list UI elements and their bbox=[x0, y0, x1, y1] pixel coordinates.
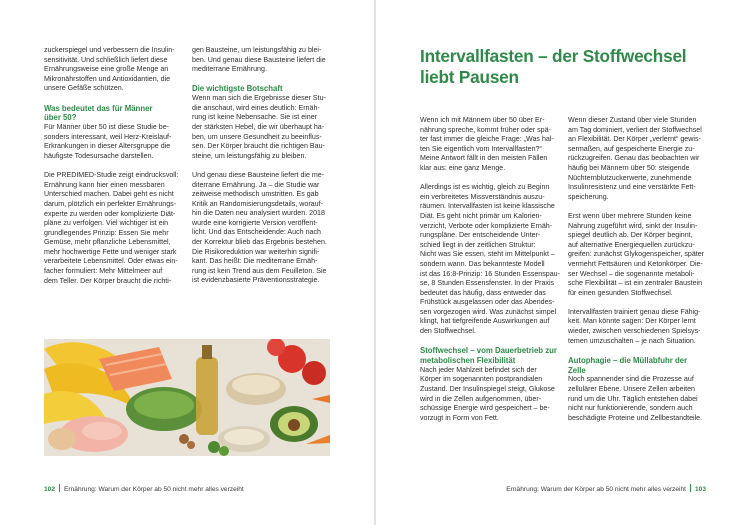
paragraph: Intervallfasten trainiert genau diese Fähig- keit. Man könnte sagen: Der Körper lernt wieder, zwischen verschiedenen Spielsys- temen umzuschalten – je nach Situation. bbox=[568, 307, 701, 345]
section-heading: Was bedeutet das für Männer über 50? bbox=[44, 103, 153, 123]
right-footer bbox=[506, 484, 706, 494]
mediterranean-food-photo bbox=[44, 339, 330, 456]
paragraph: Wenn ich mit Männern über 50 über Er- nährung spreche, kommt früher oder spä- ter fast immer die gleiche Frage: „Was hal- ten Sie eigentlich vom Intervallfasten?“ Meine Antwort fällt in den meisten Fällen klar aus: eine ganz Menge. bbox=[420, 116, 554, 172]
paragraph: Die PREDIMED-Studie zeigt eindrucksvoll: Ernährung kann hier einen messbaren Unterschied machen. Dabei geht es nicht darum, plötzlich ein perfekter Ernährungs- experte zu werden oder komplizierte Diät- pläne zu verfolgen. Viel wichtiger ist ein grundlegendes Prinzip: Essen Sie mehr Gemüse, mehr pflanzliche Lebensmittel, mehr hochwertige Fette und weniger stark verarbeitete Lebensmittel. Oder etwas ein- facher formuliert: Mehr Mittelmeer auf dem Teller. Der Körper braucht die richti- bbox=[44, 171, 179, 285]
food-illustration bbox=[44, 339, 330, 456]
left-column-2 bbox=[192, 46, 332, 296]
paragraph: gen Bausteine, um leistungsfähig zu blei- ben. Und genau diese Bausteine liefert die mediterrane Ernährung. bbox=[192, 46, 326, 74]
section-heading: Stoffwechsel – vom Dauerbetrieb zur metabolischen Flexibilität bbox=[420, 346, 557, 366]
chapter-title: Intervallfasten – der Stoffwechsel liebt Pausen bbox=[420, 46, 687, 87]
right-column-1 bbox=[420, 116, 562, 433]
paragraph: Für Männer über 50 ist diese Studie be- sonders interessant, weil Herz-Kreislauf- Erkrankungen in dieser Altersgruppe die häufigste Todesursache darstellen. bbox=[44, 123, 172, 160]
page-number: 102 bbox=[44, 486, 56, 493]
paragraph: Und genau diese Bausteine liefert die me- diterrane Ernährung. Ja – die Studie war zeitweise methodisch umstritten. Es gab Kritik an Randomisierungsdetails, worauf- hin die Daten neu analysiert wurden. 2018 wurde eine korrigierte Version veröffent- licht. Und das Entscheidende: Auch nach der Korrektur blieb das Ergebnis bestehen. Die Risikoreduktion war weiterhin signifi- kant. Das heißt: Die mediterrane Ernäh- rung ist kein Trend aus dem Feuilleton. Sie ist evidenzbasierte Präventionsstrategie. bbox=[192, 170, 327, 285]
section-heading: Die wichtigste Botschaft bbox=[192, 84, 283, 94]
left-page bbox=[0, 0, 374, 525]
section-heading: Autophagie – die Müllabfuhr der Zelle bbox=[568, 355, 688, 375]
paragraph: Noch spannender sind die Prozesse auf zellulärer Ebene. Unsere Zellen arbeiten rund um die Uhr. Täglich entstehen dabei nicht nur funktionierende, sondern auch beschädigte Proteine und Zellbestandteile. bbox=[568, 375, 703, 422]
left-footer bbox=[44, 484, 244, 494]
paragraph: zuckerspiegel und verbessern die Insulin- sensitivität. Und schließlich liefert diese Ernährungsweise eine große Menge an Mikronährstoffen und Antioxidantien, die unsere Gefäße schützen. bbox=[44, 46, 175, 93]
right-page bbox=[376, 0, 750, 525]
right-column-2 bbox=[568, 116, 710, 433]
left-column-1 bbox=[44, 46, 184, 296]
running-title: Ernährung: Warum der Körper ab 50 nicht mehr alles verzeiht bbox=[64, 486, 244, 493]
running-title: Ernährung: Warum der Körper ab 50 nicht mehr alles verzeiht bbox=[506, 486, 686, 493]
paragraph: Allerdings ist es wichtig, gleich zu Beginn ein verbreitetes Missverständnis auszu- räumen. Intervallfasten ist keine klassische Diät. Es geht nicht primär um Kalorien- verzicht, Verbote oder komplizierte Ernäh- rungspläne. Der entscheidende Unter- schied liegt in der zeitlichen Struktur: Nicht was Sie essen, steht im Mittelpunkt – sondern wann. Das bekannteste Modell ist das 16:8-Prinzip: 16 Stunden Essenspau- se, 8 Stunden Essensfenster. In der Praxis bedeutet das häufig, dass entweder das Frühstück ausgelassen oder das Abendes- sen vorgezogen wird. Was zunächst simpel klingt, hat tiefgreifende Auswirkungen auf den Stoffwechsel. bbox=[420, 183, 560, 336]
paragraph: Wenn dieser Zustand über viele Stunden am Tag dominiert, verliert der Stoffwechsel an Flexibilität. Der Körper „verlernt“ gewis- sermaßen, auf gespeicherte Energie zu- rückzugreifen. Genau das beobachten wir häufig bei Männern über 50: steigende Nüchternblutzuckerwerte, zunehmende Insulinresistenz und eine verstärkte Fett- speicherung. bbox=[568, 116, 702, 201]
paragraph: Wenn man sich die Ergebnisse dieser Stu- die anschaut, wird eines deutlich: Ernäh- rung ist keine Nebensache. Sie ist einer der stärksten Hebel, die wir überhaupt ha- ben, um unsere Gesundheit zu beeinflus- sen. Der Körper braucht die richtigen Bau- steine, um leistungsfähig zu bleiben. bbox=[192, 94, 326, 160]
footer-divider bbox=[690, 484, 691, 492]
page-number: 103 bbox=[694, 486, 706, 493]
footer-divider bbox=[59, 484, 60, 492]
paragraph: Nach jeder Mahlzeit befindet sich der Körper im sogenannten postprandialen Zustand. Der Insulinspiegel steigt, Glukose wird in die Zellen aufgenommen, über- schüssige Energie wird gespeichert – be- vorzugt in Form von Fett. bbox=[420, 365, 555, 422]
paragraph: Erst wenn über mehrere Stunden keine Nahrung zugeführt wird, sinkt der Insulin- spiegel deutlich ab. Der Körper beginnt, auf alternative Energiequellen zurückzu- greifen: zunächst Glykogenspeicher, später vermehrt Fettsäuren und Ketonkörper. Die- ser Wechsel – die sogenannte metaboli- sche Flexibilität – ist ein zentraler Baustein für einen gesunden Stoffwechsel. bbox=[568, 211, 705, 297]
